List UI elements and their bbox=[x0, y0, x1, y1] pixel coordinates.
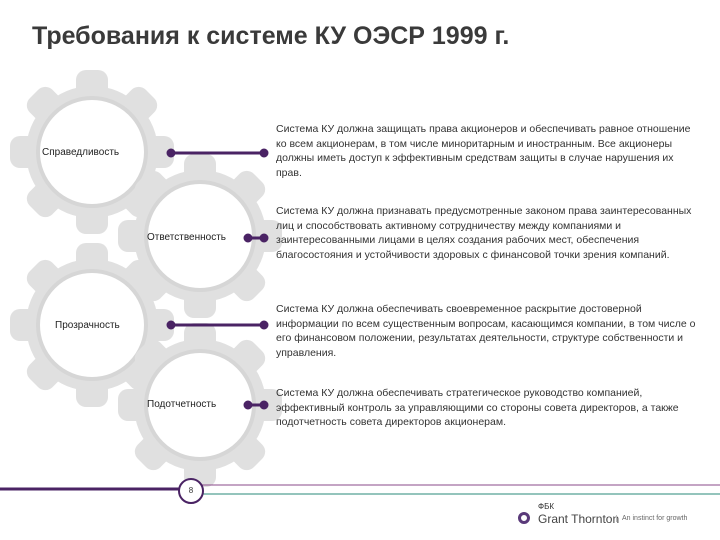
principle-label-fairness: Справедливость bbox=[42, 147, 120, 158]
principle-text-transparency: Система КУ должна обеспечивать своевременное раскрытие достоверной информации по всем существенным вопросам, касающимся компании, в том числе о его финансовом положении, результатах деятельности, структуре собственности и управления. bbox=[276, 303, 696, 359]
logo-mark-icon bbox=[518, 512, 530, 524]
logo-name: Grant Thornton bbox=[538, 512, 620, 526]
logo-tagline: An instinct for growth bbox=[616, 515, 687, 522]
principle-text-responsibility: Система КУ должна признавать предусмотренные законом права заинтересованных лиц и способствовать активному сотрудничеству между компаниями и заинтересованными лицами в целях создания рабочих мест, обеспечения благосостояния и устойчивости здоровых с финансовой точки зрения компаний. bbox=[276, 205, 692, 261]
principle-label-responsibility: Ответственность bbox=[147, 232, 226, 243]
principle-text-fairness: Система КУ должна защищать права акционеров и обеспечивать равное отношение ко всем акционерам, в том числе миноритарным и иностранным. Все акционеры должны иметь доступ к эффективным средствам защиты в случае нарушения их прав. bbox=[276, 123, 691, 179]
slide-title: Требования к системе КУ ОЭСР 1999 г. bbox=[32, 22, 510, 50]
principle-label-accountability: Подотчетность bbox=[147, 399, 217, 410]
principle-text-accountability: Система КУ должна обеспечивать стратегическое руководство компанией, эффективный контроль за управляющими со стороны совета директоров, а также подотчетность совета директоров акционерам. bbox=[276, 387, 679, 429]
principle-label-transparency: Прозрачность bbox=[55, 320, 120, 331]
page-number: 8 bbox=[178, 478, 204, 504]
logo-top-text: ФБК bbox=[538, 502, 554, 511]
